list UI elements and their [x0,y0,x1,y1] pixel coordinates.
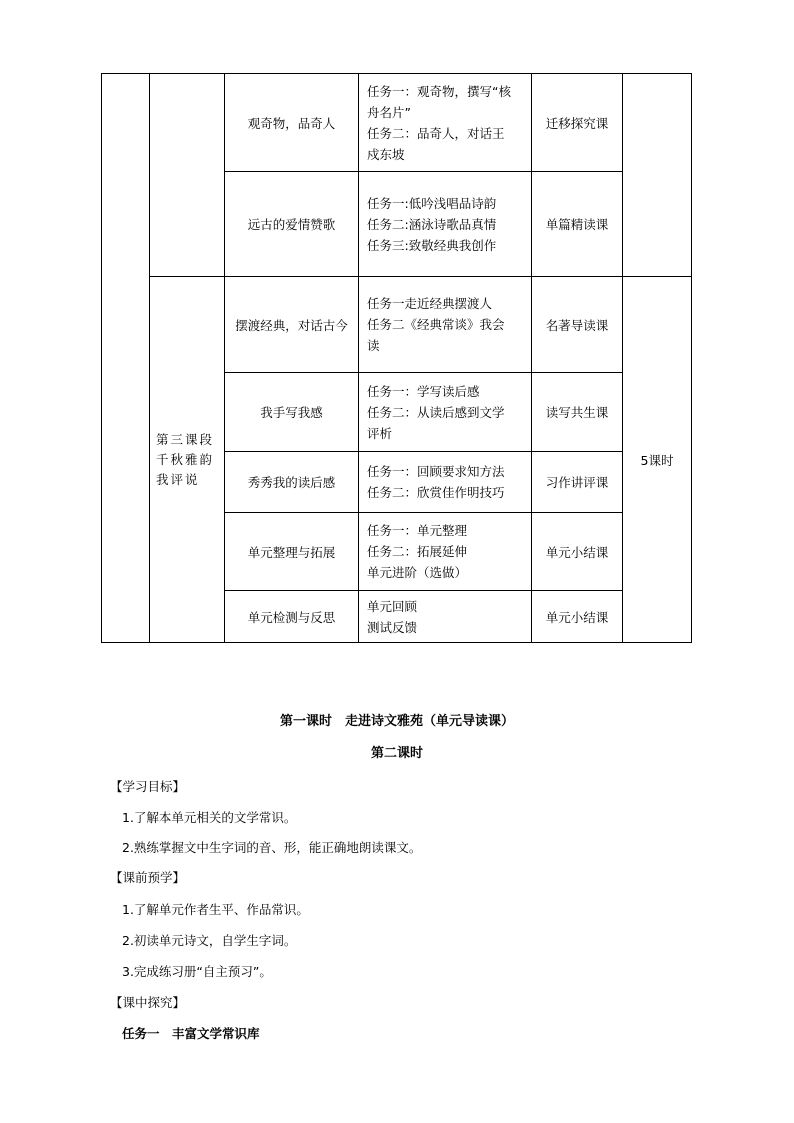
lesson-cell: 摆渡经典，对话古今 [225,277,359,373]
unit-plan-table [101,73,692,643]
task-line: 任务二：从读后感到文学 [367,404,505,420]
stage-label-line: 我评说 [156,471,200,487]
lesson-cell: 单元检测与反思 [225,591,359,643]
explore-heading: 【课中探究】 [110,995,186,1010]
tasks-cell [359,277,532,373]
lesson-type-cell: 单元小结课 [532,513,623,591]
task-heading: 任务一 丰富文学常识库 [122,1026,260,1041]
tasks-cell [359,172,532,277]
lesson-type-cell: 名著导读课 [532,277,623,373]
task-line: 测试反馈 [367,619,418,635]
tasks-cell [359,513,532,591]
lesson-cell: 我手写我感 [225,373,359,452]
lesson-cell: 远古的爱情赞歌 [225,172,359,277]
lesson-cell: 单元整理与拓展 [225,513,359,591]
preview-item: 3.完成练习册“自主预习”。 [122,964,272,979]
goals-heading: 【学习目标】 [110,779,186,794]
task-line: 任务一:低吟浅唱品诗韵 [367,195,497,211]
lesson-type-cell: 单元小结课 [532,591,623,643]
lesson-type-cell: 习作讲评课 [532,452,623,513]
task-line: 任务一：回顾要求知方法 [367,464,505,479]
lesson-cell: 观奇物，品奇人 [225,74,359,172]
preview-item: 2.初读单元诗文，自学生字词。 [122,933,297,948]
task-line: 评析 [367,425,393,441]
lesson-type-cell: 读写共生课 [532,373,623,452]
stage-cell-prev [150,74,225,277]
task-line: 单元进阶（选做） [367,565,468,580]
lesson-cell: 秀秀我的读后感 [225,452,359,513]
hours-cell: 5课时 [623,277,692,643]
hours-cell-prev [623,74,692,277]
task-line: 任务二：拓展延伸 [367,544,468,559]
task-line: 任务二《经典常谈》我会 [367,317,505,332]
stage-label-line: 千秋雅韵 [156,451,215,467]
goal-item: 1.了解本单元相关的文学常识。 [122,810,297,825]
table-row [102,74,692,172]
task-line: 戍东坡 [367,146,405,162]
lesson-type-cell: 迁移探究课 [532,74,623,172]
table-row [102,277,692,373]
tasks-cell [359,74,532,172]
task-line: 任务一：学写读后感 [367,383,480,399]
task-line: 任务一：单元整理 [367,523,468,538]
preview-item: 1.了解单元作者生平、作品常识。 [122,902,309,917]
stage-label-cell [150,277,225,643]
goal-item: 2.熟练掌握文中生字词的音、形，能正确地朗读课文。 [122,840,422,855]
task-line: 舟名片” [367,104,411,120]
preview-heading: 【课前预学】 [110,870,186,885]
task-line: 单元回顾 [367,598,418,614]
task-line: 读 [367,338,380,353]
task-line: 任务二:涵泳诗歌品真情 [367,216,497,232]
outer-column-cell [102,74,150,643]
tasks-cell [359,452,532,513]
task-line: 任务一走近经典摆渡人 [367,296,493,311]
task-line: 任务二：品奇人，对话王 [367,125,505,141]
task-line: 任务三:致敬经典我创作 [367,237,497,253]
section-title: 第一课时 走进诗文雅苑（单元导读课） [279,714,514,729]
stage-label-line: 第三课段 [156,431,215,447]
tasks-cell [359,373,532,452]
lesson-type-cell: 单篇精读课 [532,172,623,277]
tasks-cell [359,591,532,643]
task-line: 任务二：欣赏佳作明技巧 [367,485,505,500]
section-subtitle: 第二课时 [370,746,423,761]
task-line: 任务一：观奇物，撰写“核 [367,83,511,99]
